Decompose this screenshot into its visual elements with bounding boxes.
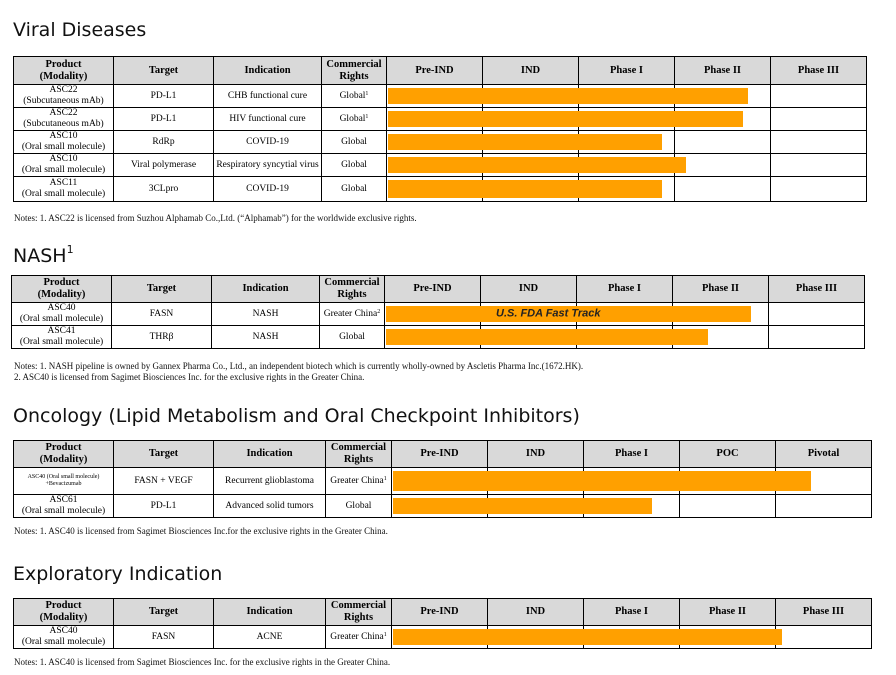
- title-footnote-mark: 1: [66, 243, 74, 256]
- table-row: [12, 326, 865, 349]
- table-row: [14, 468, 872, 495]
- product-name: ASC40: [49, 626, 78, 636]
- stage-header: Pre-IND: [392, 441, 488, 468]
- stage-cell: [392, 468, 488, 495]
- header-rights: [326, 441, 392, 468]
- stage-header: Pre-IND: [387, 57, 483, 85]
- progress-bar: [393, 471, 811, 491]
- product-modality: (Oral small molecule): [21, 189, 106, 199]
- header-modality-label: (Modality): [39, 612, 88, 623]
- header-rights: [320, 276, 385, 303]
- header-product-label: Product: [43, 277, 80, 288]
- stage-cell: [771, 85, 867, 108]
- header-rights-line1: Commercial: [324, 277, 380, 288]
- header-indication: Indication: [214, 441, 326, 468]
- header-product: [14, 441, 114, 468]
- product-modality: +Bevacizumab: [45, 481, 82, 487]
- progress-bar: [388, 111, 743, 127]
- header-indication: Indication: [214, 599, 326, 626]
- footnote: Notes: 1. ASC22 is licensed from Suzhou Alphamab Co.,Ltd. (“Alphamab”) for the worldwide exclusive rights.: [14, 213, 417, 223]
- header-product: [12, 276, 112, 303]
- rights-cell: [322, 85, 387, 108]
- stage-cell: [771, 154, 867, 177]
- table-row: [12, 303, 865, 326]
- product-cell: [14, 177, 114, 202]
- rights-footnote-mark: 1: [383, 631, 387, 638]
- header-product-label: Product: [45, 600, 82, 611]
- pipeline-table: [13, 440, 872, 518]
- header-modality-label: (Modality): [39, 454, 88, 465]
- stage-cell: [771, 108, 867, 131]
- stage-header: Phase I: [577, 276, 673, 303]
- stage-cell: [769, 303, 865, 326]
- section-title-text: Exploratory Indication: [13, 563, 223, 585]
- rights-cell: [320, 303, 385, 326]
- stage-header: Phase III: [771, 57, 867, 85]
- product-cell: [12, 303, 112, 326]
- rights-cell: [322, 177, 387, 202]
- stage-header: Phase III: [769, 276, 865, 303]
- header-rights-line2: Rights: [343, 612, 374, 623]
- stage-cell: [776, 626, 872, 649]
- stage-cell: [385, 326, 481, 349]
- product-cell: [14, 154, 114, 177]
- header-indication: Indication: [212, 276, 320, 303]
- product-cell: [14, 626, 114, 649]
- rights-cell: [322, 108, 387, 131]
- stage-cell: [387, 154, 483, 177]
- progress-bar: [393, 498, 652, 514]
- header-indication: Indication: [214, 57, 322, 85]
- product-name: ASC40 (Oral small molecule): [27, 474, 100, 480]
- progress-bar: [388, 157, 686, 173]
- stage-header: Pivotal: [776, 441, 872, 468]
- stage-cell: [771, 177, 867, 202]
- stage-cell: [680, 495, 776, 518]
- product-modality: (Subcutaneous mAb): [23, 119, 104, 129]
- header-product-label: Product: [45, 58, 82, 70]
- stage-header: Phase II: [673, 276, 769, 303]
- section-title: [13, 19, 146, 41]
- product-cell: [12, 326, 112, 349]
- header-target: Target: [112, 276, 212, 303]
- product-name: ASC22: [49, 108, 78, 118]
- target-cell: 3CLpro: [114, 177, 214, 202]
- product-name: ASC41: [47, 326, 76, 336]
- pipeline-table: [11, 275, 865, 349]
- header-rights-line1: Commercial: [326, 58, 382, 70]
- header-product-label: Product: [45, 442, 82, 453]
- stage-cell: [769, 326, 865, 349]
- stage-cell: [387, 131, 483, 154]
- target-cell: FASN + VEGF: [114, 468, 214, 495]
- progress-bar: [388, 88, 748, 104]
- rights-text: Greater China: [330, 631, 384, 642]
- stage-header: IND: [481, 276, 577, 303]
- product-name: ASC10: [49, 131, 78, 141]
- header-rights-line2: Rights: [337, 289, 367, 300]
- rights-cell: [326, 495, 392, 518]
- stage-header: Phase I: [579, 57, 675, 85]
- target-cell: THRβ: [112, 326, 212, 349]
- progress-bar: [388, 134, 662, 150]
- target-cell: FASN: [114, 626, 214, 649]
- header-product: [14, 57, 114, 85]
- table-row: [14, 131, 867, 154]
- stage-header: Phase II: [675, 57, 771, 85]
- stage-cell: [675, 154, 771, 177]
- target-cell: PD-L1: [114, 495, 214, 518]
- header-rights-line2: Rights: [339, 70, 369, 82]
- rights-cell: [326, 626, 392, 649]
- header-modality-label: (Modality): [37, 289, 86, 300]
- rights-text: Global: [339, 90, 366, 101]
- header-row: [14, 441, 872, 468]
- product-cell: [14, 85, 114, 108]
- header-row: [14, 57, 867, 85]
- progress-bar: [386, 306, 751, 322]
- header-rights-line1: Commercial: [330, 442, 387, 453]
- footnote: Notes: 1. ASC40 is licensed from Sagimet Biosciences Inc.for the exclusive rights in the Greater China.: [14, 526, 388, 536]
- table-row: [14, 495, 872, 518]
- target-cell: PD-L1: [114, 85, 214, 108]
- section-title-text: Oncology (Lipid Metabolism and Oral Checkpoint Inhibitors): [13, 405, 580, 427]
- stage-header: Phase I: [584, 599, 680, 626]
- indication-cell: HIV functional cure: [214, 108, 322, 131]
- target-cell: Viral polymerase: [114, 154, 214, 177]
- header-product: [14, 599, 114, 626]
- stage-cell: [387, 85, 483, 108]
- product-modality: (Oral small molecule): [19, 314, 104, 324]
- stage-cell: [385, 303, 601, 326]
- rights-footnote-mark: 1: [383, 475, 387, 482]
- product-modality: (Oral small molecule): [21, 637, 106, 647]
- section-title-text: Viral Diseases: [13, 19, 147, 41]
- stage-cell: [392, 626, 488, 649]
- stage-header: Pre-IND: [385, 276, 481, 303]
- product-cell: [14, 468, 114, 495]
- product-modality: (Oral small molecule): [19, 337, 104, 347]
- stage-cell: [771, 131, 867, 154]
- rights-cell: [320, 326, 385, 349]
- header-target: Target: [114, 599, 214, 626]
- indication-cell: CHB functional cure: [214, 85, 322, 108]
- product-name: ASC10: [49, 154, 78, 164]
- progress-bar: [388, 180, 662, 198]
- fast-track-label: U.S. FDA Fast Track: [496, 307, 601, 320]
- stage-cell: [675, 177, 771, 202]
- product-name: ASC61: [49, 495, 78, 505]
- section-title: [13, 563, 222, 585]
- rights-text: Greater China: [330, 475, 384, 486]
- rights-text: Global: [341, 136, 367, 147]
- product-cell: [14, 131, 114, 154]
- stage-header: IND: [488, 599, 584, 626]
- rights-text: Global: [345, 500, 372, 511]
- header-rights-line1: Commercial: [330, 600, 387, 611]
- header-modality-label: (Modality): [39, 70, 88, 82]
- stage-cell: [387, 108, 483, 131]
- stage-header: Phase I: [584, 441, 680, 468]
- rights-footnote-mark: 1: [365, 90, 369, 97]
- header-target: Target: [114, 441, 214, 468]
- product-cell: [14, 108, 114, 131]
- product-modality: (Oral small molecule): [21, 142, 106, 152]
- target-cell: RdRp: [114, 131, 214, 154]
- indication-cell: Respiratory syncytial virus: [214, 154, 322, 177]
- rights-cell: [322, 154, 387, 177]
- stage-cell: [392, 495, 488, 518]
- pipeline-table: [13, 56, 867, 202]
- product-cell: [14, 495, 114, 518]
- footnote: 2. ASC40 is licensed from Sagimet Biosciences Inc. for the exclusive rights in the Greater China.: [14, 372, 365, 382]
- stage-header: Phase III: [776, 599, 872, 626]
- header-target: Target: [114, 57, 214, 85]
- target-cell: FASN: [112, 303, 212, 326]
- stage-header: Pre-IND: [392, 599, 488, 626]
- table-row: [14, 85, 867, 108]
- table-row: [14, 154, 867, 177]
- product-modality: (Oral small molecule): [21, 506, 106, 516]
- rights-footnote-mark: 2: [377, 308, 381, 315]
- indication-cell: COVID-19: [214, 131, 322, 154]
- header-rights-line2: Rights: [343, 454, 374, 465]
- footnote: Notes: 1. NASH pipeline is owned by Gannex Pharma Co., Ltd., an independent biotech which is currently wholly-owned by Ascletis Pharma Inc.(1672.HK).: [14, 361, 584, 371]
- indication-cell: NASH: [212, 303, 320, 326]
- table-row: [14, 626, 872, 649]
- product-modality: (Subcutaneous mAb): [23, 96, 104, 106]
- indication-cell: Advanced solid tumors: [214, 495, 326, 518]
- header-row: [14, 599, 872, 626]
- indication-cell: NASH: [212, 326, 320, 349]
- rights-text: Global: [339, 331, 365, 342]
- section-title: [13, 245, 74, 267]
- header-row: [12, 276, 865, 303]
- header-rights: [322, 57, 387, 85]
- rights-text: Greater China: [323, 308, 378, 319]
- stage-header: Phase II: [680, 599, 776, 626]
- header-rights: [326, 599, 392, 626]
- progress-bar: [393, 629, 782, 645]
- product-name: ASC22: [49, 85, 78, 95]
- product-name: ASC40: [47, 303, 76, 313]
- stage-cell: [387, 177, 483, 202]
- table-row: [14, 108, 867, 131]
- section-title-text: NASH: [13, 245, 67, 267]
- rights-cell: [322, 131, 387, 154]
- pipeline-table: [13, 598, 872, 649]
- product-name: ASC11: [49, 178, 78, 188]
- rights-footnote-mark: 1: [365, 113, 369, 120]
- stage-header: POC: [680, 441, 776, 468]
- rights-text: Global: [339, 113, 366, 124]
- section-title: [13, 405, 580, 427]
- progress-bar: [386, 329, 708, 345]
- table-row: [14, 177, 867, 202]
- indication-cell: COVID-19: [214, 177, 322, 202]
- rights-text: Global: [341, 183, 367, 194]
- rights-cell: [326, 468, 392, 495]
- product-modality: (Oral small molecule): [21, 165, 106, 175]
- footnote: Notes: 1. ASC40 is licensed from Sagimet Biosciences Inc. for the exclusive rights in the Greater China.: [14, 657, 391, 667]
- indication-cell: ACNE: [214, 626, 326, 649]
- target-cell: PD-L1: [114, 108, 214, 131]
- stage-header: IND: [488, 441, 584, 468]
- indication-cell: Recurrent glioblastoma: [214, 468, 326, 495]
- rights-text: Global: [341, 159, 367, 170]
- stage-cell: [675, 131, 771, 154]
- stage-header: IND: [483, 57, 579, 85]
- stage-cell: [776, 495, 872, 518]
